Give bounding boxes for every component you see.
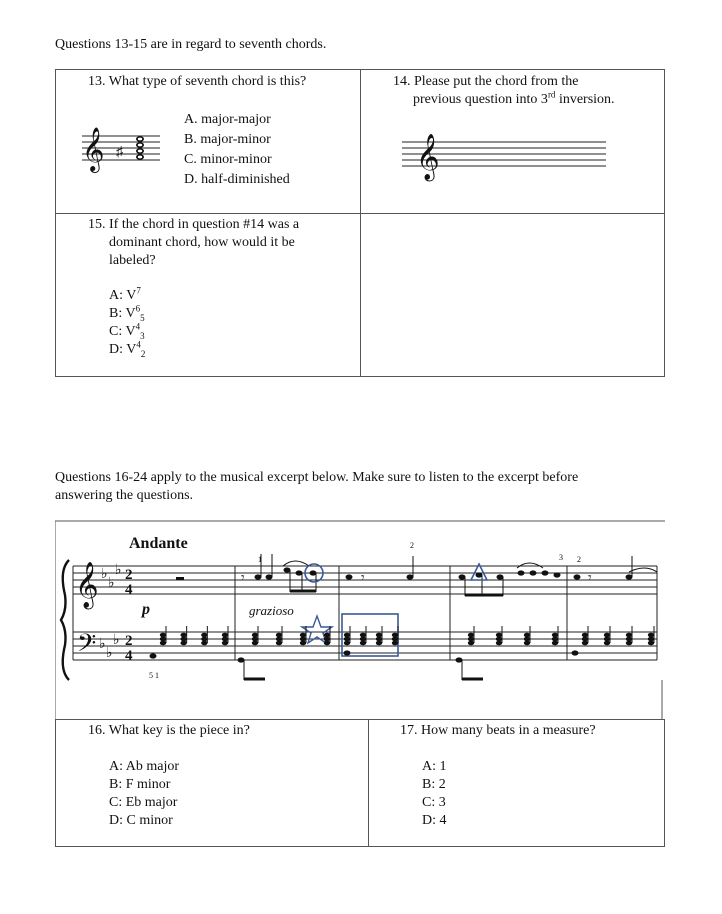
bass-chord-note	[582, 633, 588, 638]
eighth-rest-icon: 𝄾	[241, 571, 245, 586]
option-15-c[interactable]: C: $V^4_3$	[109, 321, 145, 341]
eighth-rest-icon: 𝄾	[588, 571, 592, 586]
bass-chord-note	[201, 637, 207, 642]
bass-chord-note	[626, 637, 632, 642]
bass-chord-note	[276, 633, 282, 638]
bass-chord-note	[252, 633, 258, 638]
flat-icon: ♭	[99, 637, 106, 652]
musical-excerpt	[55, 520, 665, 720]
bass-chord-note	[300, 633, 306, 638]
option-15-b[interactable]: B: $V^6_5$	[109, 303, 145, 323]
bass-chord-note	[360, 637, 366, 642]
option-13-c[interactable]: C. minor-minor	[184, 152, 272, 167]
treble-clef-icon: 𝄞	[416, 134, 440, 179]
bass-chord-note	[222, 641, 228, 646]
flat-icon: ♭	[108, 576, 115, 591]
bass-chord-note	[324, 637, 330, 642]
bass-chord-note	[180, 633, 186, 638]
section-intro-13-15: Questions 13-15 are in regard to seventh chords.	[55, 37, 327, 52]
table-column-divider	[368, 719, 369, 847]
bass-chord-note	[222, 633, 228, 638]
flat-icon: ♭	[113, 633, 120, 648]
bass-chords	[160, 626, 654, 645]
bass-chord-note	[496, 641, 502, 646]
bass-chord-note	[324, 641, 330, 646]
bass-chord-note	[180, 637, 186, 642]
svg-text:2: 2	[125, 633, 133, 649]
option-15-d[interactable]: D: $V^4_2$	[109, 339, 146, 359]
bass-chord-note	[582, 637, 588, 642]
question-17: 17. How many beats in a measure?	[400, 723, 596, 738]
svg-text:4: 4	[125, 648, 133, 664]
bass-chord-note	[524, 633, 530, 638]
treble-clef-icon: 𝄞	[75, 562, 99, 607]
bass-chord-note	[276, 637, 282, 642]
question-15-options	[109, 287, 145, 359]
q14-answer-staff[interactable]	[400, 128, 608, 192]
bass-chord-note	[468, 633, 474, 638]
option-17-d[interactable]: D: 4	[422, 813, 447, 828]
flat-icon: ♭	[115, 563, 122, 578]
bass-chord-note	[626, 633, 632, 638]
bass-chord-note	[201, 633, 207, 638]
bass-chord-note	[604, 637, 610, 642]
table-row-divider	[55, 213, 665, 214]
bass-chord-note	[496, 637, 502, 642]
question-13: 13. What type of seventh chord is this?	[88, 74, 307, 89]
bass-chord-note	[524, 641, 530, 646]
bass-chord-note	[604, 633, 610, 638]
table-column-divider	[360, 69, 361, 377]
bass-chord-note	[324, 633, 330, 638]
option-16-b[interactable]: B: F minor	[109, 777, 171, 792]
flat-icon: ♭	[106, 646, 113, 661]
bass-chord-note	[468, 637, 474, 642]
bass-chord-note	[552, 641, 558, 646]
tempo-marking: Andante	[129, 535, 188, 552]
option-16-d[interactable]: D: C minor	[109, 813, 173, 828]
bass-chord-note	[582, 641, 588, 646]
bass-chord-note	[392, 641, 398, 646]
bass-chord-note	[376, 637, 382, 642]
bass-chord-note	[552, 633, 558, 638]
bass-chord-note	[468, 641, 474, 646]
fingering-2: 2	[410, 541, 414, 550]
bass-chord-note	[252, 637, 258, 642]
question-13-options	[184, 110, 290, 190]
option-17-a[interactable]: A: 1	[422, 759, 447, 774]
option-13-b[interactable]: B. major-minor	[184, 132, 271, 147]
expression-marking: grazioso	[249, 603, 294, 618]
bass-chord-note	[392, 633, 398, 638]
bass-chord-note	[496, 633, 502, 638]
option-15-a[interactable]: A: $V^7$	[109, 285, 141, 303]
question-17-options	[422, 758, 447, 830]
question-14	[393, 73, 615, 109]
fingering-3: 3	[559, 553, 563, 562]
bass-chord-note	[344, 633, 350, 638]
half-rest-icon	[176, 577, 184, 580]
option-16-a[interactable]: A: Ab major	[109, 759, 179, 774]
treble-clef-icon: 𝄞	[82, 129, 105, 171]
brace-icon	[61, 560, 69, 680]
question-14-line2: previous question into 3rd inversion.	[413, 89, 615, 107]
option-17-c[interactable]: C: 3	[422, 795, 446, 810]
bass-chord-note	[344, 641, 350, 646]
bass-chord-note	[360, 641, 366, 646]
question-14-line1: 14. Please put the chord from the	[393, 74, 579, 89]
bass-chord-note	[276, 641, 282, 646]
bass-chord-note	[626, 641, 632, 646]
time-signature-bottom: 4	[125, 582, 133, 598]
bass-chord-note	[376, 633, 382, 638]
eighth-rest-icon: 𝄾	[361, 571, 365, 586]
bass-chord-note	[604, 641, 610, 646]
bass-chord-note	[524, 637, 530, 642]
bass-chord-note	[180, 641, 186, 646]
bass-chord-note	[252, 641, 258, 646]
fingering-bass: 5 1	[149, 671, 159, 680]
bass-chord-note	[392, 637, 398, 642]
bass-chord-note	[360, 633, 366, 638]
q13-chord-staff	[80, 118, 162, 180]
question-15: 15. If the chord in question #14 was a dominant chord, how would it be labeled?	[88, 217, 300, 268]
sharp-icon: ♯	[116, 145, 123, 160]
bass-chord-note	[160, 637, 166, 642]
bass-chord-note	[201, 641, 207, 646]
option-13-d[interactable]: D. half-diminished	[184, 172, 290, 187]
bass-chord-note	[648, 633, 654, 638]
bass-chord-note	[648, 637, 654, 642]
question-16-options	[109, 758, 179, 830]
bass-chord-note	[160, 633, 166, 638]
option-17-b[interactable]: B: 2	[422, 777, 446, 792]
option-16-c[interactable]: C: Eb major	[109, 795, 178, 810]
bass-chord-note	[648, 641, 654, 646]
section-intro-16-24: Questions 16-24 apply to the musical excerpt below. Make sure to listen to the excerpt before answering the questions.	[55, 470, 579, 503]
bass-chord-note	[344, 637, 350, 642]
time-signature-top: 2	[125, 567, 133, 583]
bass-clef-icon: 𝄢	[77, 630, 97, 663]
bass-chord-note	[300, 641, 306, 646]
bass-chord-note	[552, 637, 558, 642]
bass-chord-note	[376, 641, 382, 646]
bass-chord-note	[160, 641, 166, 646]
bass-chord-note	[300, 637, 306, 642]
fingering-1: 1	[258, 555, 262, 564]
flat-icon: ♭	[101, 567, 108, 582]
dynamic-marking: p	[142, 601, 150, 618]
bass-chord-note	[222, 637, 228, 642]
fingering-4: 2	[577, 555, 581, 564]
question-16: 16. What key is the piece in?	[88, 723, 250, 738]
option-13-a[interactable]: A. major-major	[184, 112, 271, 127]
